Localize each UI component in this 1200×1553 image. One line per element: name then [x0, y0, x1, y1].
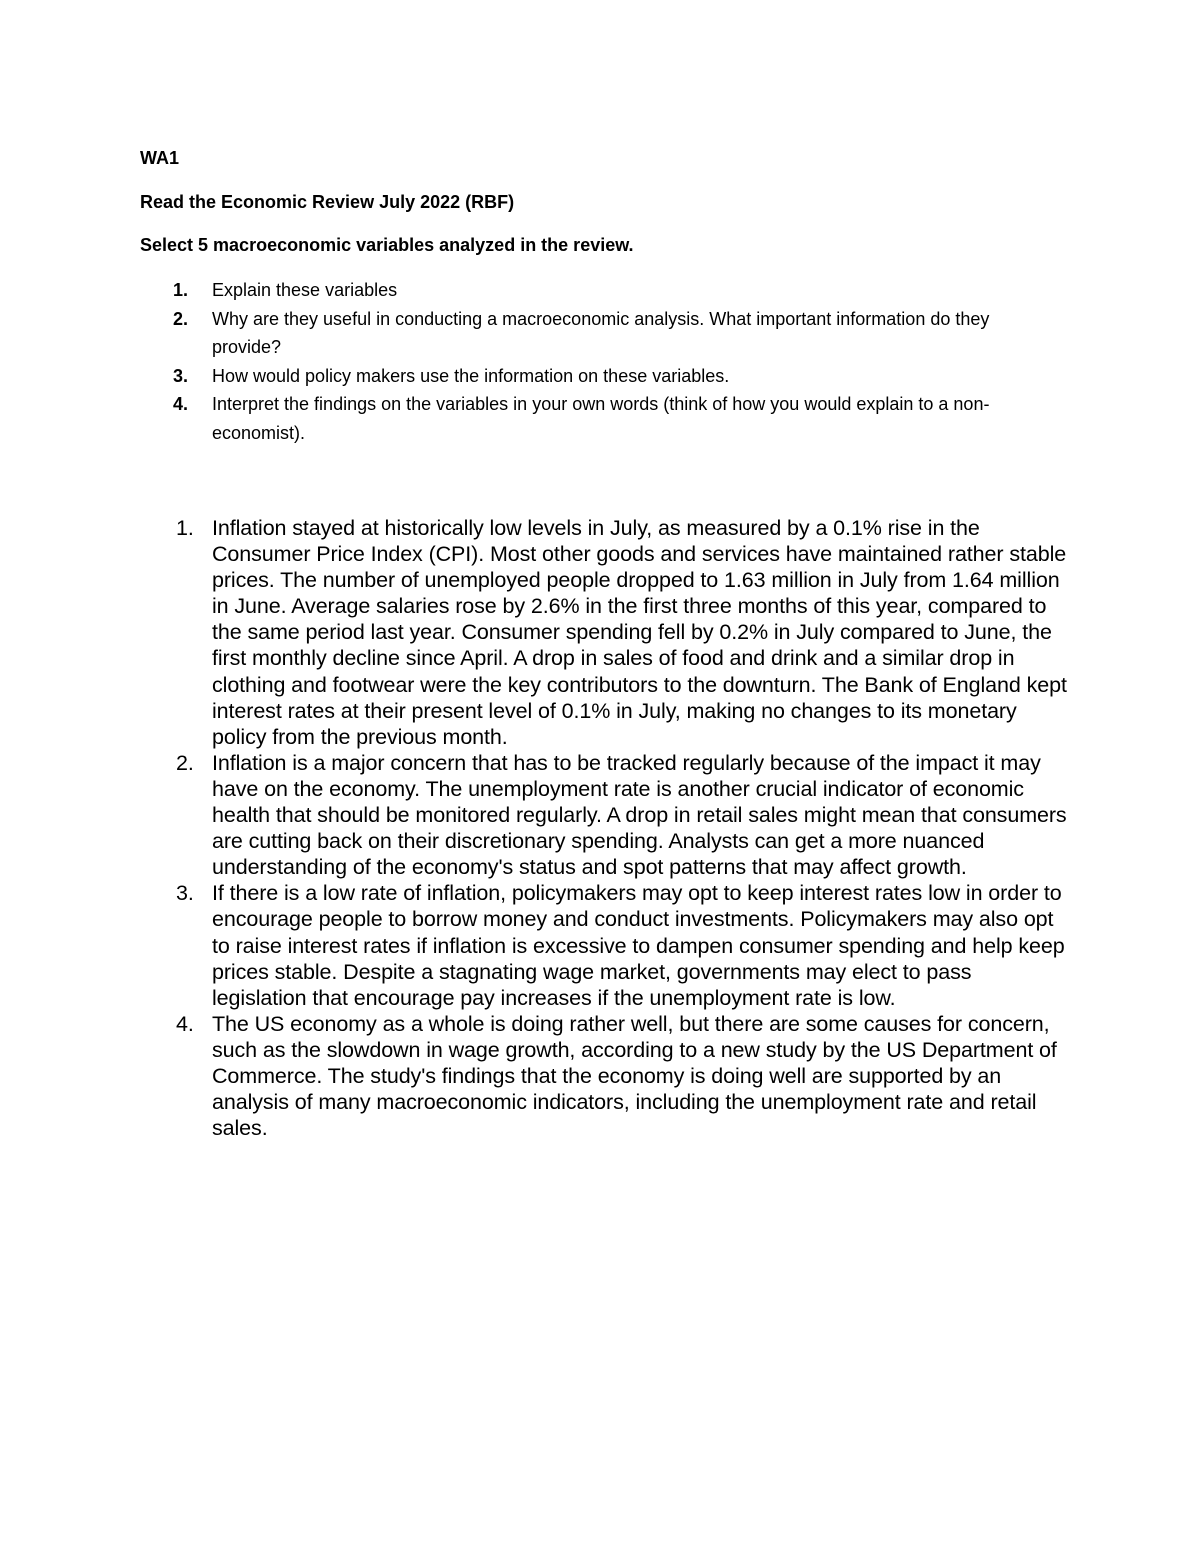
answer-item	[170, 750, 1070, 880]
answer-text: Inflation is a major concern that has to be tracked regularly because of the impact it may have on the economy. The unemployment rate is another crucial indicator of economic health that should be monitored regularly. A drop in retail sales might mean that consumers are cutting back on their discretionary spending. Analysts can get a more nuanced understanding of the economy's status and spot patterns that may affect growth.	[212, 750, 1067, 880]
question-number: 1.	[173, 280, 189, 300]
answer-number: 2.	[176, 750, 194, 775]
question-item	[140, 305, 1060, 362]
question-number: 3.	[173, 365, 189, 386]
answer-number: 4.	[176, 1011, 194, 1036]
question-item	[140, 276, 1060, 305]
answer-number: 1.	[176, 516, 194, 540]
question-text: Why are they useful in conducting a macroeconomic analysis. What important information do they provide?	[212, 308, 990, 357]
answer-text: If there is a low rate of inflation, policymakers may opt to keep interest rates low in order to encourage people to borrow money and conduct investments. Policymakers may also opt to raise interest rates if inflation is excessive to dampen consumer spending and help keep prices stable. Despite a stagnating wage market, governments may elect to pass legislation that encourage pay increases if the unemployment rate is low.	[212, 881, 1065, 1010]
question-item	[140, 362, 1060, 391]
question-text: Explain these variables	[212, 280, 398, 300]
document-title: WA1	[140, 148, 180, 168]
question-number: 2.	[173, 308, 189, 329]
answer-text: Inflation stayed at historically low levels in July, as measured by a 0.1% rise in the Consumer Price Index (CPI). Most other goods and services have maintained rather stable prices. The number of unemployed people dropped to 1.63 million in July from 1.64 million in June. Average salaries rose by 2.6% in the first three months of this year, compared to the same period last year. Consumer spending fell by 0.2% in July compared to June, the first monthly decline since April. A drop in sales of food and drink and a similar drop in clothing and footwear were the key contributors to the downturn. The Bank of England kept interest rates at their present level of 0.1% in July, making no changes to its monetary policy from the previous month.	[212, 516, 1067, 749]
question-item	[140, 390, 1060, 447]
answer-list	[170, 515, 1070, 1141]
answer-text: The US economy as a whole is doing rather well, but there are some causes for concern, such as the slowdown in wage growth, according to a new study by the US Department of Commerce. The study's findings that the economy is doing well are supported by an analysis of many macroeconomic indicators, including the unemployment rate and retail sales.	[212, 1011, 1057, 1141]
answer-item	[170, 880, 1070, 1010]
assignment-instruction: Select 5 macroeconomic variables analyzed in the review.	[140, 235, 634, 255]
question-text: Interpret the findings on the variables in your own words (think of how you would explain to a non-economist).	[212, 394, 990, 443]
answer-item	[170, 515, 1070, 750]
question-number: 4.	[173, 394, 189, 414]
question-text: How would policy makers use the information on these variables.	[212, 365, 730, 386]
answer-number: 3.	[176, 881, 194, 906]
document-subtitle: Read the Economic Review July 2022 (RBF)	[140, 192, 515, 212]
question-list	[140, 276, 1060, 447]
answer-item	[170, 1011, 1070, 1141]
